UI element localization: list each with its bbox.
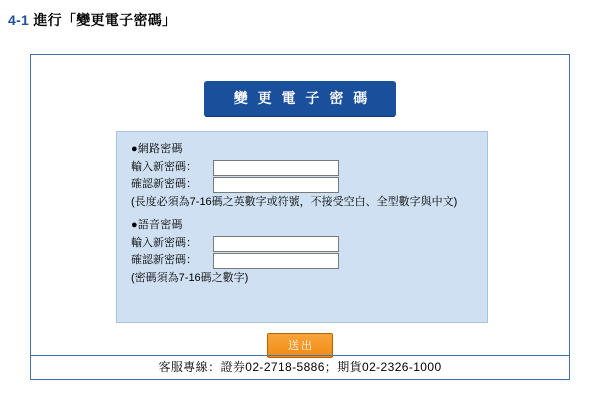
voice-confirm-password-row: [131, 253, 487, 269]
customer-service-footer: 客服專線：證券02-2718-5886；期貨02-2326-1000: [158, 360, 442, 374]
voice-confirm-password-input[interactable]: [213, 253, 339, 269]
network-confirm-password-input[interactable]: [213, 177, 339, 193]
heading-step-number: 4-1: [8, 12, 30, 28]
network-new-password-input[interactable]: [213, 160, 339, 176]
network-password-note: (長度必須為7-16碼之英數字或符號，不接受空白、全型數字與中文): [131, 195, 458, 208]
panel-title: 變 更 電 子 密 碼: [204, 81, 396, 116]
voice-new-password-label: 輸入新密碼：: [131, 236, 197, 249]
network-new-password-row: [131, 160, 487, 176]
network-confirm-password-row: [131, 177, 487, 193]
password-form: [116, 131, 488, 323]
network-password-section-title: ●網路密碼: [131, 143, 183, 155]
voice-password-section-title: ●語音密碼: [131, 218, 183, 231]
voice-new-password-input[interactable]: [213, 236, 339, 252]
voice-new-password-row: [131, 236, 487, 252]
network-new-password-label: 輸入新密碼：: [131, 160, 197, 173]
footer-divider: [31, 355, 569, 356]
voice-confirm-password-label: 確認新密碼：: [131, 253, 197, 266]
submit-button[interactable]: 送出: [267, 333, 333, 358]
network-confirm-password-label: 確認新密碼：: [131, 177, 197, 190]
voice-password-note: (密碼須為7-16碼之數字): [131, 271, 249, 284]
heading-step-text: 進行「變更電子密碼」: [33, 12, 177, 28]
change-password-panel: [30, 54, 570, 380]
page-heading: [8, 10, 176, 30]
panel-title-bar: [31, 81, 569, 116]
